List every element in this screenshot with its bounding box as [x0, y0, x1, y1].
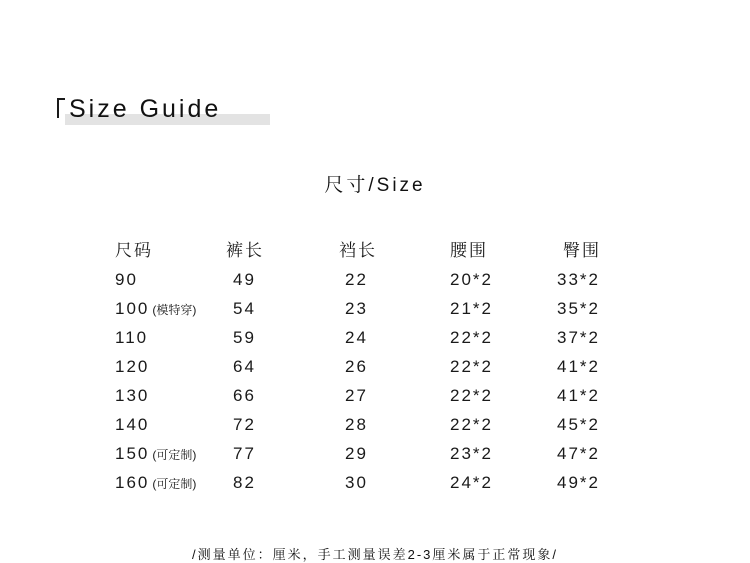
length-cell: 72: [233, 415, 256, 434]
waist-cell: 22*2: [450, 357, 493, 376]
size-cell: 140: [115, 415, 150, 434]
rise-cell: 30: [345, 473, 368, 492]
hip-cell: 47*2: [557, 444, 600, 463]
hip-cell: 41*2: [557, 357, 600, 376]
length-cell: 82: [233, 473, 256, 492]
rise-cell: 26: [345, 357, 368, 376]
rise-cell: 24: [345, 328, 368, 347]
table-subtitle: 尺寸/Size: [324, 175, 426, 196]
rise-cell: 28: [345, 415, 368, 434]
header-size: 尺码: [115, 241, 153, 260]
rise-cell: 23: [345, 299, 368, 318]
hip-cell: 49*2: [557, 473, 600, 492]
waist-cell: 22*2: [450, 328, 493, 347]
rise-cell: 22: [345, 270, 368, 289]
title-corner-bracket: [57, 98, 65, 118]
size-cell: 150 (可定制): [115, 444, 197, 463]
length-cell: 64: [233, 357, 256, 376]
size-cell: 110: [115, 328, 149, 347]
table-row: [0, 473, 750, 499]
header-hip: 臀围: [563, 241, 601, 260]
length-cell: 49: [233, 270, 256, 289]
hip-cell: 37*2: [557, 328, 600, 347]
table-row: [0, 270, 750, 296]
hip-cell: 41*2: [557, 386, 600, 405]
size-cell: 100 (模特穿): [115, 299, 197, 318]
hip-cell: 33*2: [557, 270, 600, 289]
size-note: (模特穿): [152, 303, 197, 317]
header-rise: 裆长: [339, 241, 377, 260]
table-row: [0, 357, 750, 383]
size-note: (可定制): [152, 477, 197, 491]
rise-cell: 29: [345, 444, 368, 463]
waist-cell: 22*2: [450, 386, 493, 405]
length-cell: 54: [233, 299, 256, 318]
size-cell: 120: [115, 357, 150, 376]
waist-cell: 20*2: [450, 270, 493, 289]
table-row: [0, 444, 750, 470]
hip-cell: 45*2: [557, 415, 600, 434]
rise-cell: 27: [345, 386, 368, 405]
hip-cell: 35*2: [557, 299, 600, 318]
waist-cell: 22*2: [450, 415, 493, 434]
table-header-row: [0, 236, 750, 262]
length-cell: 77: [233, 444, 256, 463]
waist-cell: 24*2: [450, 473, 493, 492]
size-guide-title: [55, 92, 275, 132]
table-row: [0, 299, 750, 325]
table-row: [0, 415, 750, 441]
table-row: [0, 328, 750, 354]
header-waist: 腰围: [450, 241, 488, 260]
header-pants-length: 裤长: [226, 241, 264, 260]
size-cell: 90: [115, 270, 138, 289]
length-cell: 59: [233, 328, 256, 347]
waist-cell: 23*2: [450, 444, 493, 463]
measurement-note: /测量单位：厘米，手工测量误差2-3厘米属于正常现象/: [191, 547, 558, 562]
size-cell: 130: [115, 386, 150, 405]
page-title: Size Guide: [69, 95, 222, 123]
waist-cell: 21*2: [450, 299, 493, 318]
table-row: [0, 386, 750, 412]
size-note: (可定制): [152, 448, 197, 462]
length-cell: 66: [233, 386, 256, 405]
size-cell: 160 (可定制): [115, 473, 197, 492]
